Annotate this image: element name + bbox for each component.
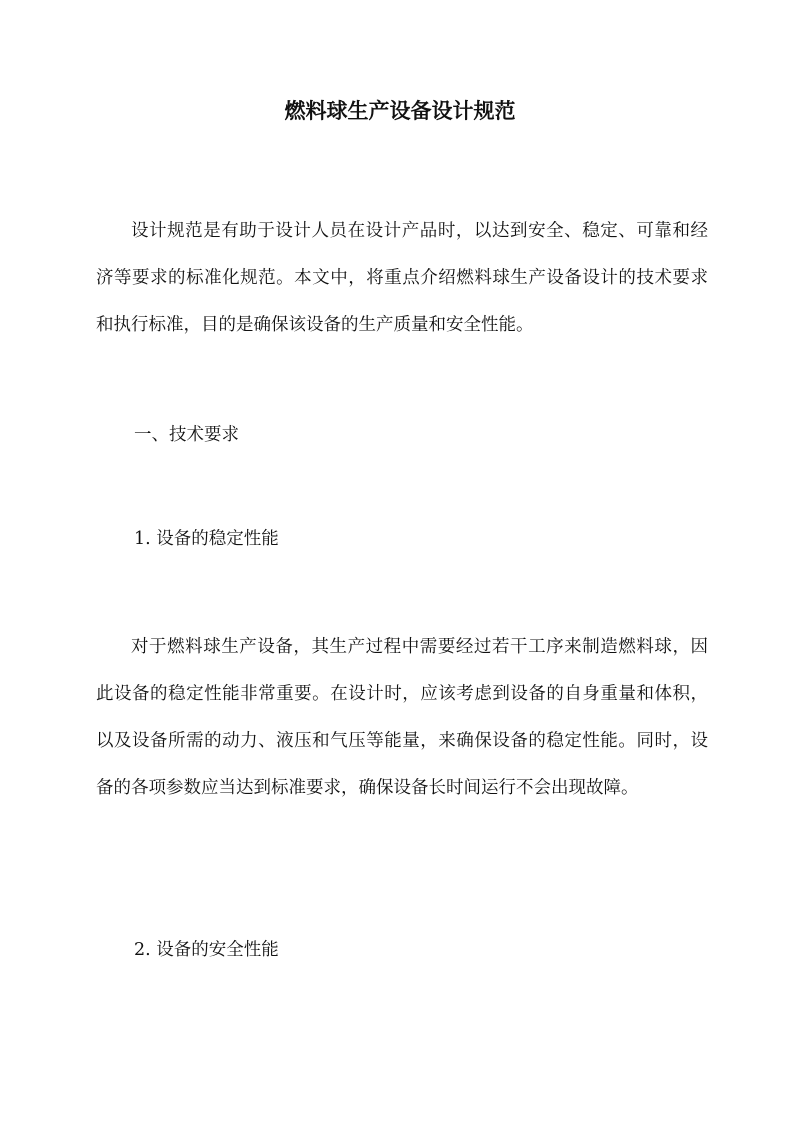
subsection-heading-safety: 2. 设备的安全性能 bbox=[134, 940, 279, 960]
document-title: 燃料球生产设备设计规范 bbox=[284, 98, 516, 123]
section-heading-technical-requirements: 一、技术要求 bbox=[134, 425, 239, 445]
stability-paragraph: 对于燃料球生产设备，其生产过程中需要经过若干工序来制造燃料球，因此设备的稳定性能非常重要。在设计时，应该考虑到设备的自身重量和体积，以及设备所需的动力、液压和气压等能量，来确保设备的稳定性能。同时，设备的各项参数应当达到标准要求，确保设备长时间运行不会出现故障。 bbox=[96, 637, 708, 798]
subsection-heading-stability: 1. 设备的稳定性能 bbox=[134, 529, 279, 549]
intro-paragraph: 设计规范是有助于设计人员在设计产品时，以达到安全、稳定、可靠和经济等要求的标准化规范。本文中，将重点介绍燃料球生产设备设计的技术要求和执行标准，目的是确保该设备的生产质量和安全性能。 bbox=[96, 221, 708, 335]
